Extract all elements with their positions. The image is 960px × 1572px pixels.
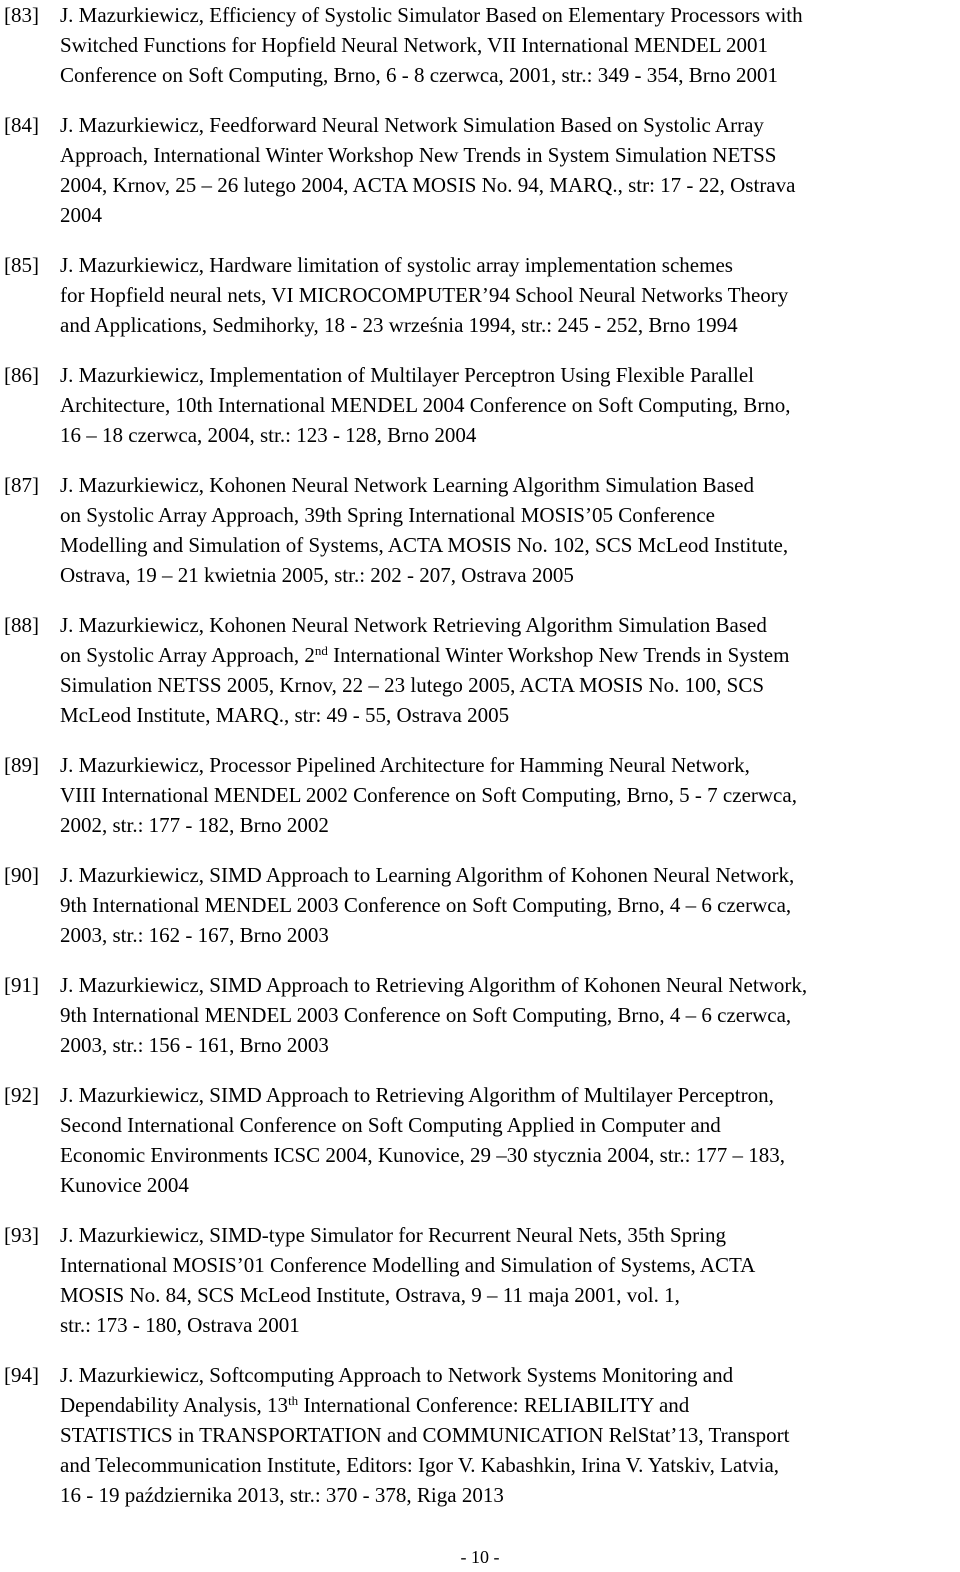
reference-line: Approach, International Winter Workshop New Trends in System Simulation NETSS bbox=[60, 143, 777, 167]
reference-item bbox=[0, 0, 960, 90]
reference-line: 16 – 18 czerwca, 2004, str.: 123 - 128, Brno 2004 bbox=[60, 423, 477, 447]
reference-line: Ostrava, 19 – 21 kwietnia 2005, str.: 202 - 207, Ostrava 2005 bbox=[60, 563, 574, 587]
reference-line: Economic Environments ICSC 2004, Kunovice, 29 –30 stycznia 2004, str.: 177 – 183, bbox=[60, 1143, 786, 1167]
reference-number: [84] bbox=[4, 113, 39, 137]
reference-text bbox=[60, 110, 956, 230]
reference-line: 2003, str.: 162 - 167, Brno 2003 bbox=[60, 923, 329, 947]
reference-line: and Telecommunication Institute, Editors: Igor V. Kabashkin, Irina V. Yatskiv, Latvia, bbox=[60, 1453, 780, 1477]
reference-line: VIII International MENDEL 2002 Conference on Soft Computing, Brno, 5 - 7 czerwca, bbox=[60, 783, 797, 807]
reference-line: J. Mazurkiewicz, SIMD Approach to Learning Algorithm of Kohonen Neural Network, bbox=[60, 863, 795, 887]
reference-item bbox=[0, 970, 960, 1060]
reference-text bbox=[60, 1080, 956, 1200]
reference-item bbox=[0, 360, 960, 450]
reference-text bbox=[60, 360, 956, 450]
reference-line: J. Mazurkiewicz, SIMD-type Simulator for Recurrent Neural Nets, 35th Spring bbox=[60, 1223, 727, 1247]
ordinal-superscript: th bbox=[288, 1392, 299, 1408]
reference-line: McLeod Institute, MARQ., str: 49 - 55, Ostrava 2005 bbox=[60, 703, 510, 727]
reference-line: J. Mazurkiewicz, SIMD Approach to Retrieving Algorithm of Kohonen Neural Network, bbox=[60, 973, 808, 997]
reference-number: [94] bbox=[4, 1363, 39, 1387]
reference-line: J. Mazurkiewicz, Kohonen Neural Network Learning Algorithm Simulation Based bbox=[60, 473, 755, 497]
reference-text bbox=[60, 0, 956, 90]
reference-line: 9th International MENDEL 2003 Conference on Soft Computing, Brno, 4 – 6 czerwca, bbox=[60, 893, 792, 917]
reference-line: str.: 173 - 180, Ostrava 2001 bbox=[60, 1313, 300, 1337]
reference-text bbox=[60, 750, 956, 840]
reference-number: [85] bbox=[4, 253, 39, 277]
reference-line: J. Mazurkiewicz, Hardware limitation of systolic array implementation schemes bbox=[60, 253, 733, 277]
reference-line: Second International Conference on Soft Computing Applied in Computer and bbox=[60, 1113, 721, 1137]
reference-line-start: Dependability Analysis, 13 bbox=[60, 1393, 289, 1417]
reference-line: on Systolic Array Approach, 39th Spring International MOSIS’05 Conference bbox=[60, 503, 715, 527]
reference-line: 9th International MENDEL 2003 Conference on Soft Computing, Brno, 4 – 6 czerwca, bbox=[60, 1003, 792, 1027]
reference-line: Simulation NETSS 2005, Krnov, 22 – 23 lutego 2005, ACTA MOSIS No. 100, SCS bbox=[60, 673, 765, 697]
reference-text bbox=[60, 860, 956, 950]
reference-line: J. Mazurkiewicz, Softcomputing Approach to Network Systems Monitoring and bbox=[60, 1363, 734, 1387]
reference-line: Modelling and Simulation of Systems, ACTA MOSIS No. 102, SCS McLeod Institute, bbox=[60, 533, 789, 557]
reference-text bbox=[60, 1360, 956, 1510]
reference-line-rest: International Conference: RELIABILITY and bbox=[298, 1393, 690, 1417]
page-number: - 10 - bbox=[460, 1547, 500, 1567]
reference-line: J. Mazurkiewicz, Implementation of Multilayer Perceptron Using Flexible Parallel bbox=[60, 363, 754, 387]
reference-line: J. Mazurkiewicz, Efficiency of Systolic Simulator Based on Elementary Processors with bbox=[60, 3, 803, 27]
reference-line: International MOSIS’01 Conference Modelling and Simulation of Systems, ACTA bbox=[60, 1253, 756, 1277]
reference-line: 2004, Krnov, 25 – 26 lutego 2004, ACTA MOSIS No. 94, MARQ., str: 17 - 22, Ostrava bbox=[60, 173, 796, 197]
reference-line: Conference on Soft Computing, Brno, 6 - 8 czerwca, 2001, str.: 349 - 354, Brno 2001 bbox=[60, 63, 778, 87]
reference-line: J. Mazurkiewicz, Feedforward Neural Network Simulation Based on Systolic Array bbox=[60, 113, 764, 137]
reference-line: 2003, str.: 156 - 161, Brno 2003 bbox=[60, 1033, 329, 1057]
reference-number: [93] bbox=[4, 1223, 39, 1247]
ordinal-superscript: nd bbox=[314, 642, 328, 658]
reference-line: and Applications, Sedmihorky, 18 - 23 września 1994, str.: 245 - 252, Brno 1994 bbox=[60, 313, 738, 337]
reference-text bbox=[60, 1220, 956, 1340]
reference-line: STATISTICS in TRANSPORTATION and COMMUNICATION RelStat’13, Transport bbox=[60, 1423, 790, 1447]
reference-item bbox=[0, 1220, 960, 1340]
reference-item bbox=[0, 1360, 960, 1510]
reference-number: [89] bbox=[4, 753, 39, 777]
reference-number: [90] bbox=[4, 863, 39, 887]
reference-line: MOSIS No. 84, SCS McLeod Institute, Ostrava, 9 – 11 maja 2001, vol. 1, bbox=[60, 1283, 680, 1307]
reference-number: [92] bbox=[4, 1083, 39, 1107]
reference-line-rest: International Winter Workshop New Trends in System bbox=[327, 643, 790, 667]
reference-text bbox=[60, 970, 956, 1060]
reference-number: [91] bbox=[4, 973, 39, 997]
reference-number: [86] bbox=[4, 363, 39, 387]
reference-line: for Hopfield neural nets, VI MICROCOMPUTER’94 School Neural Networks Theory bbox=[60, 283, 789, 307]
reference-line: 2002, str.: 177 - 182, Brno 2002 bbox=[60, 813, 329, 837]
reference-text bbox=[60, 610, 956, 730]
reference-line: 2004 bbox=[60, 203, 102, 227]
reference-line: Architecture, 10th International MENDEL 2004 Conference on Soft Computing, Brno, bbox=[60, 393, 791, 417]
reference-item bbox=[0, 250, 960, 340]
reference-item bbox=[0, 750, 960, 840]
reference-text bbox=[60, 470, 956, 590]
reference-item bbox=[0, 110, 960, 230]
reference-line: J. Mazurkiewicz, Kohonen Neural Network Retrieving Algorithm Simulation Based bbox=[60, 613, 767, 637]
reference-number: [83] bbox=[4, 3, 39, 27]
reference-item bbox=[0, 470, 960, 590]
reference-item bbox=[0, 1080, 960, 1200]
reference-number: [87] bbox=[4, 473, 39, 497]
reference-line: Kunovice 2004 bbox=[60, 1173, 189, 1197]
reference-item bbox=[0, 610, 960, 730]
reference-item bbox=[0, 860, 960, 950]
reference-line bbox=[60, 1390, 956, 1420]
reference-line: J. Mazurkiewicz, SIMD Approach to Retrieving Algorithm of Multilayer Perceptron, bbox=[60, 1083, 774, 1107]
reference-text bbox=[60, 250, 956, 340]
reference-line bbox=[60, 640, 956, 670]
reference-line: J. Mazurkiewicz, Processor Pipelined Architecture for Hamming Neural Network, bbox=[60, 753, 750, 777]
reference-line: Switched Functions for Hopfield Neural Network, VII International MENDEL 2001 bbox=[60, 33, 769, 57]
reference-number: [88] bbox=[4, 613, 39, 637]
reference-line: 16 - 19 października 2013, str.: 370 - 378, Riga 2013 bbox=[60, 1483, 504, 1507]
reference-line-start: on Systolic Array Approach, 2 bbox=[60, 643, 315, 667]
